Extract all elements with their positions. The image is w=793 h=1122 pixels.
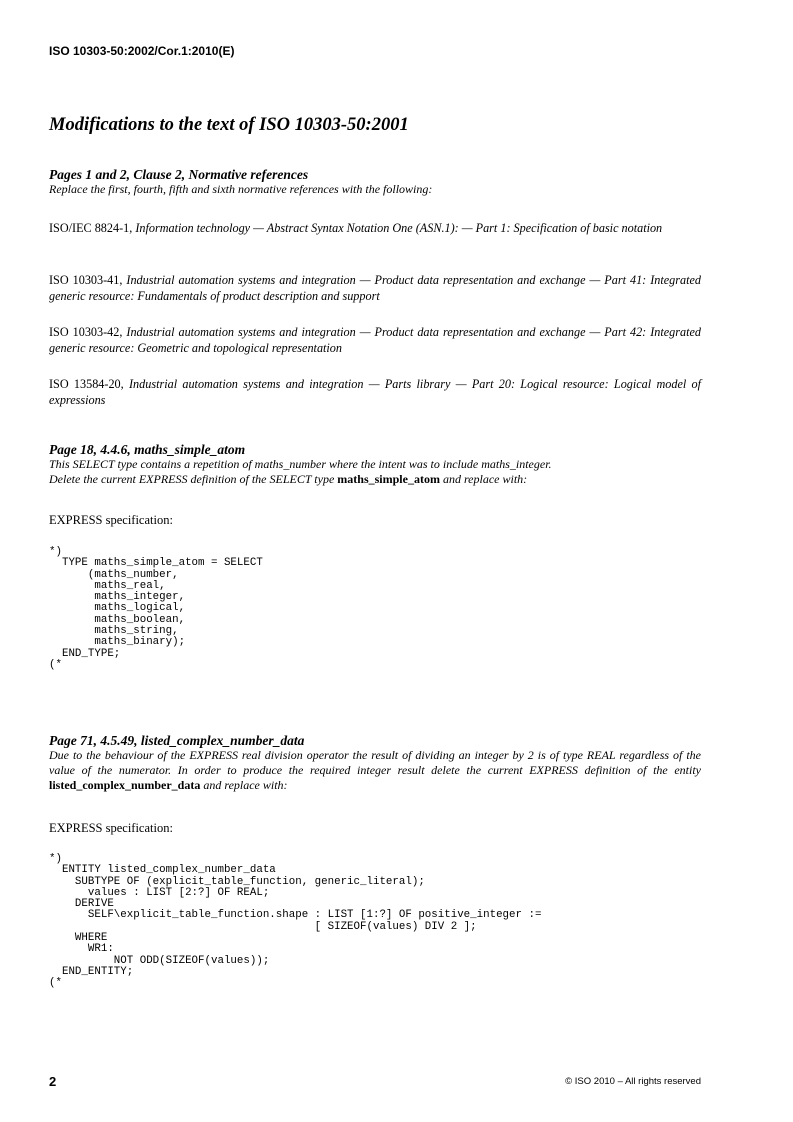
entity-name: listed_complex_number_data — [49, 778, 201, 792]
section-title: Pages 1 and 2, Clause 2, Normative references — [49, 167, 309, 182]
reference-item — [49, 272, 701, 304]
code-listing: *) ENTITY listed_complex_number_data SUBTYPE OF (explicit_table_function, generic_literal); values : LIST [2:?] OF REAL; DERIVE SELF\explicit_table_function.shape : LIST [1:?] OF positive_integer := [ SIZEOF(values) DIV 2 ]; WHERE WR1: NOT ODD(SIZEOF(values)); END_ENTITY; (* — [49, 853, 542, 990]
express-code-block — [49, 547, 701, 671]
description-text: and replace with: — [203, 778, 288, 792]
description-text: Due to the behaviour of the EXPRESS real division operator the result of dividing an integer by 2 is of type REAL regardless of the value of the numerator. In order to produce the required integer result delete the current EXPRESS definition of the entity — [49, 748, 701, 777]
reference-id: ISO 10303-42, — [49, 325, 123, 339]
reference-item — [49, 324, 701, 356]
reference-id: ISO/IEC 8824-1, — [49, 221, 133, 235]
express-code-block — [49, 854, 701, 990]
code-listing: *) TYPE maths_simple_atom = SELECT (maths_number, maths_real, maths_integer, maths_logical, maths_boolean, maths_string, maths_binary); END_TYPE; (* — [49, 546, 263, 671]
express-spec-label: EXPRESS specification: — [49, 821, 173, 835]
reference-title: Information technology — Abstract Syntax Notation One (ASN.1): — Part 1: Specification of basic notation — [135, 221, 663, 235]
description-text: Delete the current EXPRESS definition of the SELECT type — [49, 472, 335, 486]
section-normative-references — [49, 167, 701, 197]
reference-item — [49, 376, 701, 408]
reference-id: ISO 13584-20, — [49, 377, 124, 391]
section-title: Page 71, 4.5.49, listed_complex_number_data — [49, 733, 305, 748]
document-title: Modifications to the text of ISO 10303-50:2001 — [49, 115, 409, 135]
description-text: and replace with: — [442, 472, 528, 486]
section-description — [49, 457, 701, 487]
section-description — [49, 748, 701, 793]
entity-name: maths_simple_atom — [337, 472, 440, 486]
page-number: 2 — [49, 1074, 57, 1089]
reference-id: ISO 10303-41, — [49, 273, 123, 287]
reference-title: Industrial automation systems and integration — Parts library — Part 20: Logical resource: Logical model of expressions — [49, 377, 702, 407]
express-spec-label: EXPRESS specification: — [49, 513, 173, 527]
description-line: This SELECT type contains a repetition of maths_number where the intent was to include maths_integer. — [49, 457, 552, 471]
section-description: Replace the first, fourth, fifth and sixth normative references with the following: — [49, 182, 433, 196]
section-listed-complex-number-data — [49, 733, 701, 793]
copyright-notice: © ISO 2010 – All rights reserved — [565, 1076, 701, 1087]
reference-item — [49, 220, 701, 236]
section-maths-simple-atom — [49, 442, 701, 487]
reference-title: Industrial automation systems and integration — Product data representation and exchange — Part 42: Integrated generic resource: Geometric and topological representation — [49, 325, 701, 355]
reference-title: Industrial automation systems and integration — Product data representation and exchange — Part 41: Integrated generic resource: Fundamentals of product description and support — [49, 273, 701, 303]
section-title: Page 18, 4.4.6, maths_simple_atom — [49, 442, 246, 457]
document-id-header: ISO 10303-50:2002/Cor.1:2010(E) — [49, 44, 235, 58]
